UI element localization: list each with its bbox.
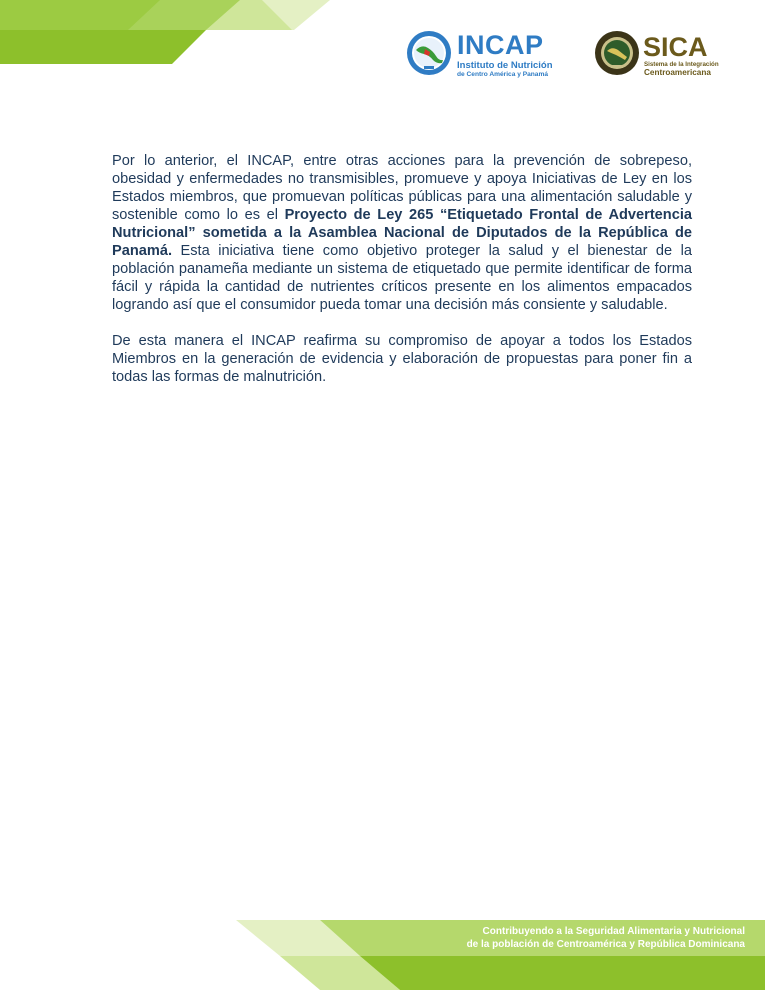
header-green-band: [0, 0, 330, 64]
footer-line-2: de la población de Centroamérica y República Dominicana: [466, 939, 745, 950]
incap-name: INCAP: [457, 30, 544, 60]
footer-line-1: Contribuyendo a la Seguridad Alimentaria y Nutricional: [482, 926, 745, 937]
sica-seal-icon: [594, 30, 640, 76]
incap-subtitle: Instituto de Nutrición: [457, 60, 553, 71]
document-body: [112, 152, 692, 404]
paragraph-1-bold-text: Proyecto de Ley 265 “Etiquetado Frontal de Advertencia Nutricional” sometida a la Asamblea Nacional de Diputados de la República de Panamá.: [112, 207, 692, 259]
incap-logo: [406, 30, 556, 78]
incap-seal-icon: [406, 30, 452, 76]
sica-logo: [594, 30, 724, 78]
sica-subtitle: Sistema de la Integración: [644, 61, 719, 68]
sica-subtitle-2: Centroamericana: [644, 68, 711, 77]
sica-name: SICA: [643, 32, 708, 62]
footer-tagline: [325, 925, 745, 951]
incap-subtitle-2: de Centro América y Panamá: [457, 71, 549, 78]
paragraph-2: De esta manera el INCAP reafirma su compromiso de apoyar a todos los Estados Miembros en la generación de evidencia y elaboración de propuestas para poner fin a todas las formas de malnutrición.: [112, 333, 692, 385]
paragraph-1: [112, 152, 692, 314]
paragraph-1-text-b: Esta iniciativa tiene como objetivo proteger la salud y el bienestar de la población panameña mediante un sistema de etiquetado que permite identificar de forma fácil y rápida la cantidad de nutrientes críticos presente en los alimentos empacados logrando así que el consumidor pueda tomar una decisión más consiente y saludable.: [112, 243, 692, 313]
paragraph-1-text-a: Por lo anterior, el INCAP, entre otras acciones para la prevención de sobrepeso, obesidad y enfermedades no transmisibles, promueve y apoya Iniciativas de Ley en los Estados miembros, que promuevan políticas públicas para una alimentación saludable y sostenible como lo es el: [112, 153, 692, 223]
